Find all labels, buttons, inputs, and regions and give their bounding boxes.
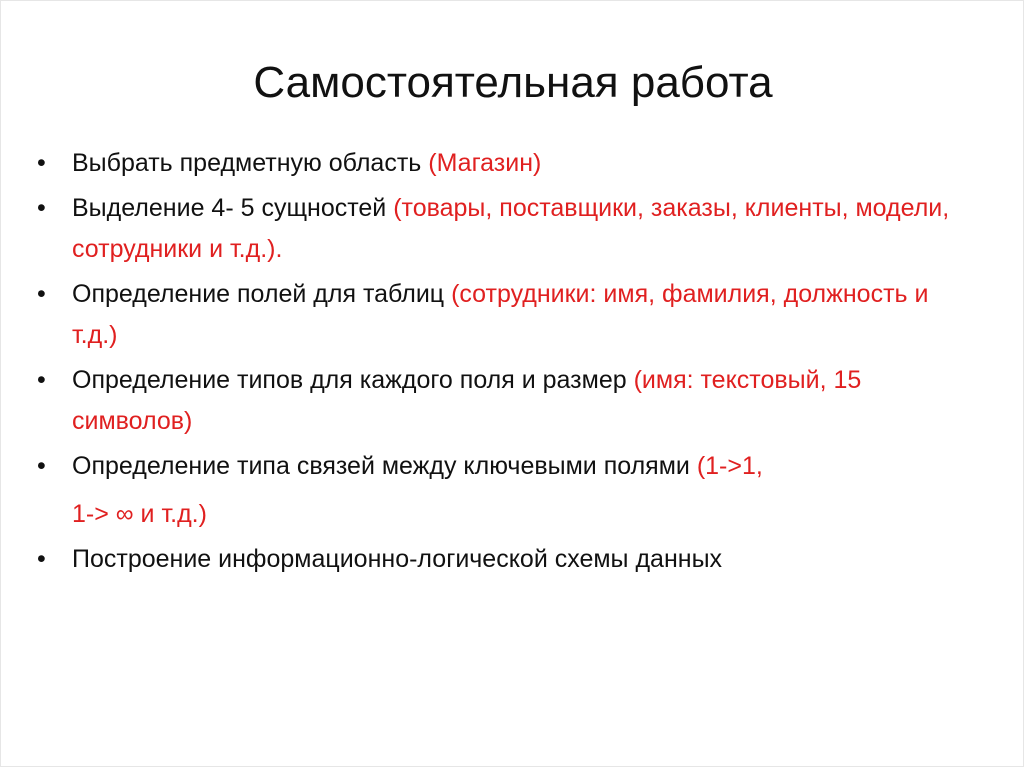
bullet-dot-icon: • (37, 366, 46, 394)
bullet-dot-icon: • (37, 194, 46, 222)
bullet-main-text: Построение информационно-логической схемы данных (72, 545, 723, 573)
bullet-item-relationship-types (37, 446, 977, 535)
bullet-dot-icon: • (37, 452, 46, 480)
bullet-accent-text: (Магазин) (428, 149, 542, 177)
bullet-item-subject-area (37, 143, 977, 184)
bullet-list (37, 143, 977, 584)
bullet-dot-icon: • (37, 545, 46, 573)
bullet-accent-text: (сотрудники: имя, фамилия, должность и т.д.) (72, 280, 929, 349)
bullet-first-line (72, 446, 977, 487)
bullet-item-entities (37, 188, 977, 270)
bullet-item-logical-schema (37, 539, 977, 580)
bullet-main-text: Определение полей для таблиц (72, 280, 452, 308)
bullet-dot-icon: • (37, 280, 46, 308)
bullet-item-table-fields (37, 274, 977, 356)
bullet-item-field-types (37, 360, 977, 442)
bullet-main-text: Определение типа связей между ключевыми полями (72, 452, 697, 480)
bullet-main-text: Выделение 4- 5 сущностей (72, 194, 394, 222)
bullet-dot-icon: • (37, 149, 46, 177)
bullet-main-text: Определение типов для каждого поля и размер (72, 366, 634, 394)
bullet-main-text: Выбрать предметную область (72, 149, 429, 177)
bullet-accent-text: (1->1, (696, 452, 763, 480)
bullet-accent-text: (имя: текстовый, 15 символов) (72, 366, 862, 435)
slide-title: Самостоятельная работа (253, 58, 773, 107)
bullet-accent-text: (товары, поставщики, заказы, клиенты, модели, сотрудники и т.д.). (72, 194, 950, 263)
bullet-continuation-text: 1-> ∞ и т.д.) (72, 500, 207, 528)
